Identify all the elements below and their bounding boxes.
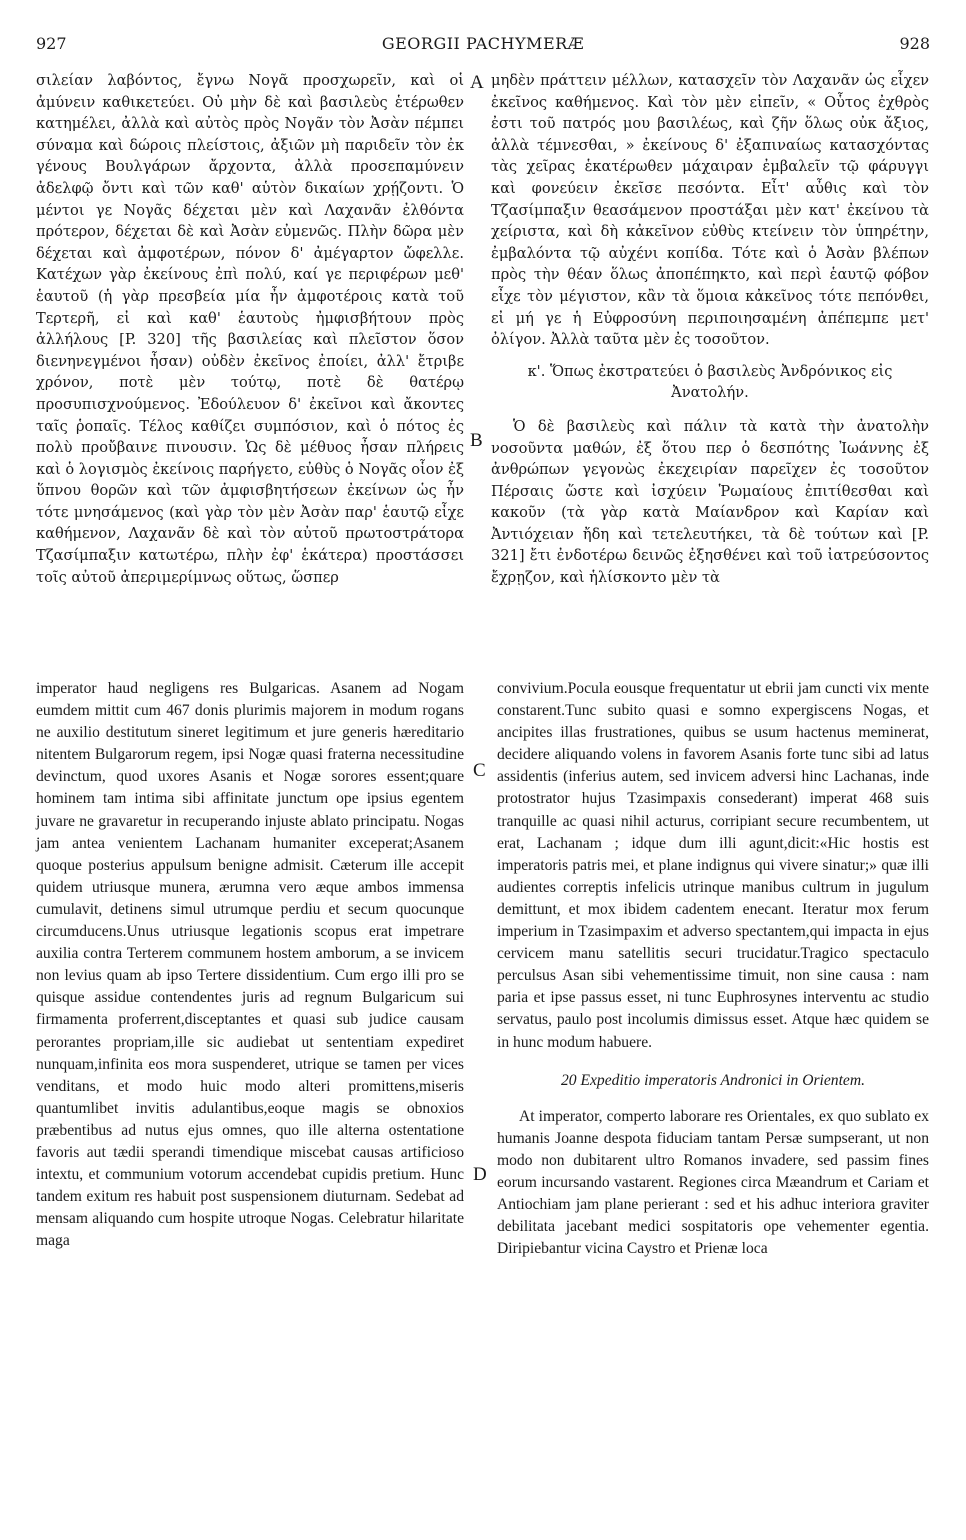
margin-marker-d: D — [473, 1164, 487, 1185]
margin-marker-b: B — [470, 430, 483, 451]
greek-section-heading: κ'. Ὅπως ἐκστρατεύει ὁ βασιλεὺς Ἀνδρόνικος εἰς Ἀνατολήν. — [527, 362, 893, 402]
margin-marker-a: A — [470, 72, 484, 93]
running-title: GEORGII PACHYMERÆ — [381, 34, 585, 53]
greek-right-paragraph-1: μηδὲν πράττειν μέλλων, κατασχεῖν τὸν Λαχανᾶν ὡς εἶχεν ἐκεῖνος καθήμενος. Καὶ τὸν μὲν εἰπεῖν, « Οὗτος ἐχθρὸς ἐστι τοῦ πατρός μου βασιλέως, καὶ ζῆν ὅλως οὐκ ἄξιος, ἀλλὰ τέμνεσθαι, » ἐκείνους δ' ἐξαπιναίως κατασχόντας τὰς χεῖρας ἑκατέρωθεν μάχαιραν ἐμβαλεῖν τῷ φάρυγγι καὶ φονεύειν ἐκεῖσε πεσόντα. Εἶτ' αὖθις καὶ τὸν Τζασίμπαξιν θεασάμενον προστάξαι μὲν κατ' ἐκείνου τὰ χείριστα, καὶ δὴ κἀκεῖνον εὐθὺς κτείνειν τὸν ὑπηρέτην, ἐμβαλόντα τῷ αὐχένι κοπίδα. Τότε καὶ ὁ Ἀσὰν βλέπων πρὸς τὴν θέαν ὅλως ἀποπέπηκτο, καὶ περὶ ἑαυτῷ φόβον εἶχε τὸν μέγιστον, κἂν τὰ ὅμοια κἀκεῖνος τότε πεπόνθει, εἰ μή γε ἡ Εὐφροσύνη περιποιησαμένη ἀπέπεμπε μετ' ὀλίγον. Ἀλλὰ ταῦτα μὲν ἐς τοσοῦτον. — [491, 72, 929, 349]
latin-section-heading: 20 Expeditio imperatoris Andronici in Orientem. — [560, 1071, 866, 1089]
latin-right-paragraph-2: At imperator, comperto laborare res Orientales, ex quo sublato ex humanis Joanne despota fiduciam tantam Persæ sumpserant, ut non modo non dubitarent ultro Romanos invadere, sed passim fines eorum incursando vastarent. Regiones circa Mæandrum et Cariam et Antiochiam jam plane perierant : sed et his adhuc interiora graviter debilitata jacebant medici sospitatoris ope vehementer egentia. Diripiebantur vicina Caystro et Prienæ loca — [497, 1107, 929, 1258]
margin-marker-c: C — [473, 760, 486, 781]
page-header — [36, 34, 930, 58]
greek-right-paragraph-2: Ὁ δὲ βασιλεὺς καὶ πάλιν τὰ κατὰ τὴν ἀνατολὴν νοσοῦντα μαθών, ἐξ ὅτου περ ὁ δεσπότης Ἰωάννης ἐξ ἀνθρώπων γεγονὼς ἐκεχειρίαν παρεῖχεν ἐς τοσοῦτον Πέρσαις ὥστε καὶ ἰσχύειν Ῥωμαίους ἐπιτίθεσθαι καὶ κακοῦν (τὰ γὰρ κατὰ Μαίανδρον καὶ Καρίαν καὶ Ἀντιόχειαν ἤδη καὶ τετελευτήκει, τὰ δὲ τούτων καὶ [P. 321] ἔτι ἐνδοτέρω δεινῶς ἐξησθένει καὶ τοῦ ἰατρεύσοντος ἔχρῃζον, καὶ ἡλίσκοντο μὲν τὰ — [491, 417, 929, 587]
latin-right-paragraph-1: convivium.Pocula eousque frequentatur ut ebrii jam cuncti vix mente constarent.Tunc subito quasi e somno expergiscens Nogas, et ancipites illas frustrationes, quibus se usum hactenus meminerat, decidere aliquando volens in favorem Asanis forte tunc sibi ad latus assidentis (inferius autem, sed invicem adversi hinc Lachanas, inde protostrator hujus Tzasimpaxis consederant) imperat 468 suis tranquille ac quasi nihil acturus, corripiant secure recumbentem, ut erat, Lachanam ; idque dum illi agunt,dicit:«Hic hostis est imperatoris patris mei, et plane indignus qui vivere sinatur;» quæ illi audientes correptis infelicis utrinque manibus cultrum in jugulum demittunt, et mox ibidem cadentem enecant. Iteratur mox ferum imperium in Tzasimpaxim et adverso spectantem,qui impacta in ejus cervicem manu satellitis securi trucidatur.Tragico spectaculo perculsus Asan sibi vehementissime timuit, non sine causa : nam paria et ipse passus esset, ni tunc Euphrosynes interventu ac studio servatus, paulo post incolumis dimissus esset. Atque hæc quidem se in hunc modum habuere. — [497, 680, 929, 1051]
greek-column-left — [36, 70, 464, 588]
latin-column-right — [497, 678, 929, 1260]
latin-left-paragraph: imperator haud negligens res Bulgaricas. Asanem ad Nogam eumdem mittit cum 467 donis plurimis majorem in modum rogans ne auxilio destitutum sineret legitimum et jure generis hæreditario nitentem Bulgarorum regem, ipsi Nogæ quasi fraterna necessitudine devinctum, quod uxores Asanis et Nogæ sorores essent;quare hominem tam intima sibi affinitate junctum ope ipsius egentem juvare ne gravaretur in recuperando injuste ablato principatu. Nogas jam antea venientem Lachanam humaniter exceperat;Asanem quoque posterius appulsum benigne admisit. Cæterum ille accepit quidem utriusque munera, ærumna vero æque ambos immensa cumulavit, detinens simul utrumque perdiu et secum quocunque circumducens.Unus utriusque legationis scopus erat impetrare auxilia contra Terterem communem hostem amborum, a se invicem non levius quam ab ipso Tertere dissidentium. Cum ergo illi pro se quisque assidue contendentes juris ad regnum Bulgaricum sui firmamenta proferrent,disceptantes et quasi sub judice causam perorantes propriam,ille sic audiebat ut sententiam expediret nunquam,infinita eos mora suspenderet, utrique se tamen per vices venditans, et modo huic modo alteri promittens,miseris quantumlibet invitis adulantibus,eoque magis se obnoxios præbentibus ad nutus ejus omnes, quo ille alterna ostentatione favoris aut tædii sperandi timendique miscebat causas artificioso intextu, et communium votorum accendebat cupidis pretium. Hunc tandem exitum res habuit post suspensionem diuturnam. Sedebat ad mensam aliquando cum hospite utroque Nogas. Celebratur hilaritate maga — [36, 680, 464, 1250]
greek-column-right — [491, 70, 929, 589]
greek-left-paragraph: σιλείαν λαβόντος, ἔγνω Νογᾶ προσχωρεῖν, καὶ οἱ ἀμύνειν καθικετεύει. Οὐ μὴν δὲ καὶ βασιλεὺς ἑτέρωθεν κατημέλει, ἀλλὰ καὶ αὐτὸς πρὸς Νογᾶν τὸν Ἀσὰν πέμπει σύναμα καὶ δώροις πλείστοις, ἀξιῶν μὴ παριδεῖν τὸν ἐκ γένους Βουλγάρων ἄρχοντα, ἀλλὰ προσεπαμύνειν ἀδελφῷ ὄντι καὶ τῶν καθ' αὑτὸν δικαίων χρῄζοντι. Ὁ μέντοι γε Νογᾶς δέχεται μὲν καὶ Λαχανᾶν ἐλθόντα πρότερον, δέχεται δὲ καὶ Ἀσὰν εὐμενῶς. Πλὴν δῶρα μὲν δέχεται καὶ ἀμφοτέρων, πόνον δ' ἀμέγαρτον ὤφελλε. Κατέχων γὰρ ἐκείνους ἐπὶ πολύ, καί γε περιφέρων μεθ' ἑαυτοῦ (ἡ γὰρ πρεσβεία μία ἦν ἀμφοτέροις κατὰ τοῦ Τερτερῆ, εἰ καὶ καθ' ἑαυτοὺς ἠμφισβήτουν πρὸς ἀλλήλους [P. 320] τῆς βασιλείας καὶ πλεῖστον ὅσον διενηνεγμένοι ἦσαν) οὐδὲν ἐκεῖνος ἐποίει, ἀλλ' ἔτριβε χρόνον, ποτὲ μὲν τούτῳ, ποτὲ δὲ θατέρῳ προσυπισχνούμενος. Ἐδούλευον δ' ἐκεῖνοι καὶ ἄκοντες ταῖς ῥοπαῖς. Τέλος καθίζει συμπόσιον, καὶ ὁ πότος ἐς πολὺ προὔβαινε πινουσιν. Ὡς δὲ μέθυος ἦσαν πλήρεις καὶ ὁ λογισμὸς ἐκείνοις παρήγετο, εὐθὺς ὁ Νογᾶς οἷον ἐξ ὕπνου θορῶν καὶ τῶν ἀμφισβητήσεων ἐκείνων ὡς ἦν τότε μνησάμενος (καὶ γὰρ τὸν μὲν Ἀσὰν παρ' ἑαυτῷ εἶχε καθήμενον, Λαχανᾶν δὲ καὶ τὸν αὐτοῦ πρωτοστράτορα Τζασίμπαξιν κατωτέρω, πλὴν ἐφ' ἑκάτερα) προστάσσει τοῖς αὐτοῦ ἀπεριμερίμνως οὕτως, ὥσπερ — [36, 72, 464, 586]
latin-column-left — [36, 678, 464, 1252]
page-number-right: 928 — [899, 34, 930, 53]
page-number-left: 927 — [36, 34, 67, 53]
